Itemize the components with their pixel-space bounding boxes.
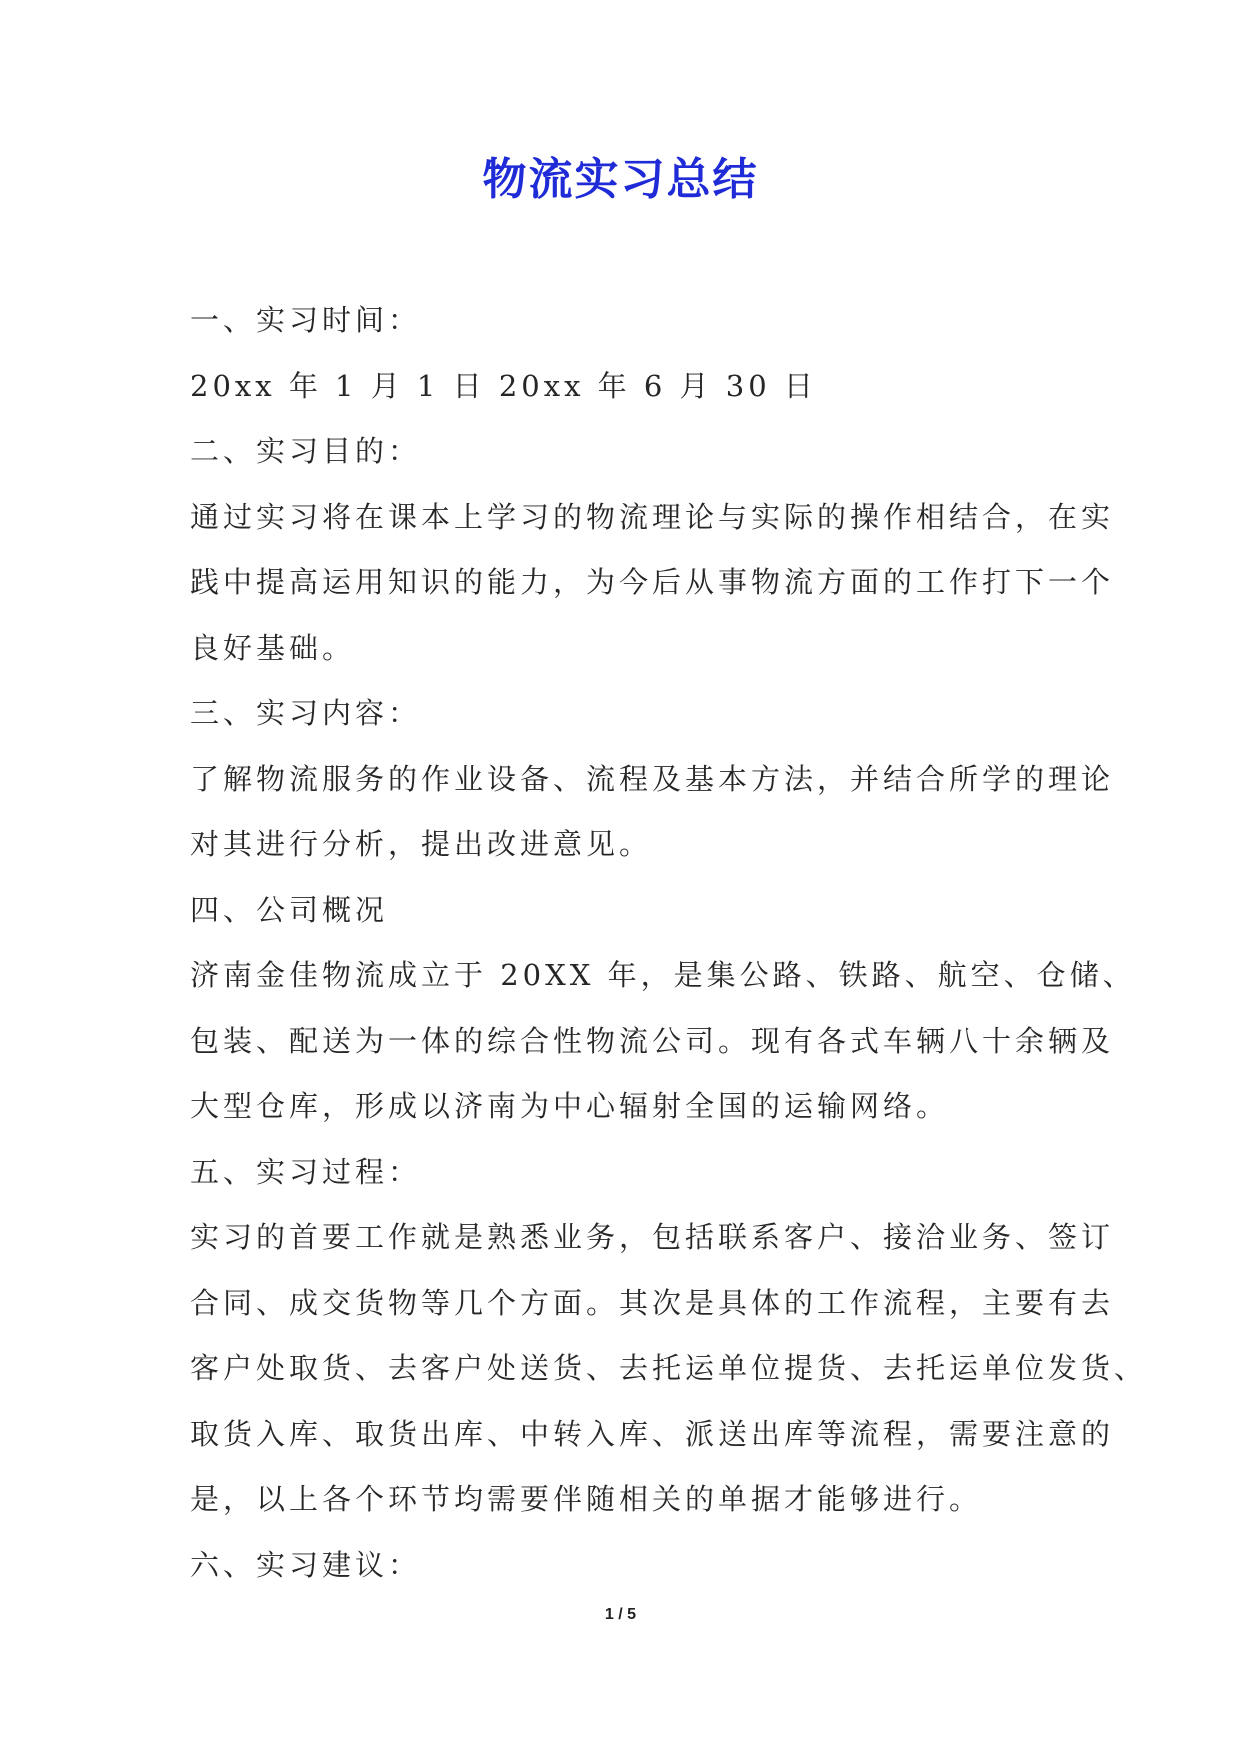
section-heading-company-overview: 四、公司概况: [190, 892, 389, 927]
paragraph-line: 良好基础。: [190, 630, 356, 665]
paragraph-line: 通过实习将在课本上学习的物流理论与实际的操作相结合，在实: [190, 499, 1115, 534]
paragraph-line: 取货入库、取货出库、中转入库、派送出库等流程，需要注意的: [190, 1416, 1115, 1451]
section-heading-internship-purpose: 二、实习目的：: [190, 434, 422, 468]
paragraph-line: 对其进行分析，提出改进意见。: [190, 827, 653, 861]
document-body: [190, 288, 1148, 1598]
paragraph-line: 济南金佳物流成立于 20XX 年，是集公路、铁路、航空、仓储、: [190, 958, 1136, 992]
page-number: 1 / 5: [604, 1606, 637, 1623]
paragraph-line: 实习的首要工作就是熟悉业务，包括联系客户、接洽业务、签订: [190, 1220, 1115, 1254]
paragraph-line: 践中提高运用知识的能力，为今后从事物流方面的工作打下一个: [190, 565, 1115, 599]
paragraph-line: 包装、配送为一体的综合性物流公司。现有各式车辆八十余辆及: [190, 1023, 1115, 1058]
section-heading-internship-time: 一、实习时间：: [190, 303, 422, 337]
section-heading-internship-suggestions: 六、实习建议：: [190, 1547, 422, 1582]
paragraph-line: 客户处取货、去客户处送货、去托运单位提货、去托运单位发货、: [190, 1351, 1148, 1385]
paragraph-line: 合同、成交货物等几个方面。其次是具体的工作流程，主要有去: [190, 1285, 1115, 1320]
paragraph-line: 大型仓库，形成以济南为中心辐射全国的运输网络。: [190, 1089, 950, 1123]
paragraph-line: 20xx 年 1 月 1 日 20xx 年 6 月 30 日: [190, 368, 817, 403]
paragraph-line: 了解物流服务的作业设备、流程及基本方法，并结合所学的理论: [190, 761, 1115, 796]
document-title: 物流实习总结: [482, 154, 759, 205]
section-heading-internship-process: 五、实习过程：: [190, 1154, 422, 1189]
paragraph-line: 是，以上各个环节均需要伴随相关的单据才能够进行。: [190, 1482, 983, 1516]
section-heading-internship-content: 三、实习内容：: [190, 696, 422, 730]
